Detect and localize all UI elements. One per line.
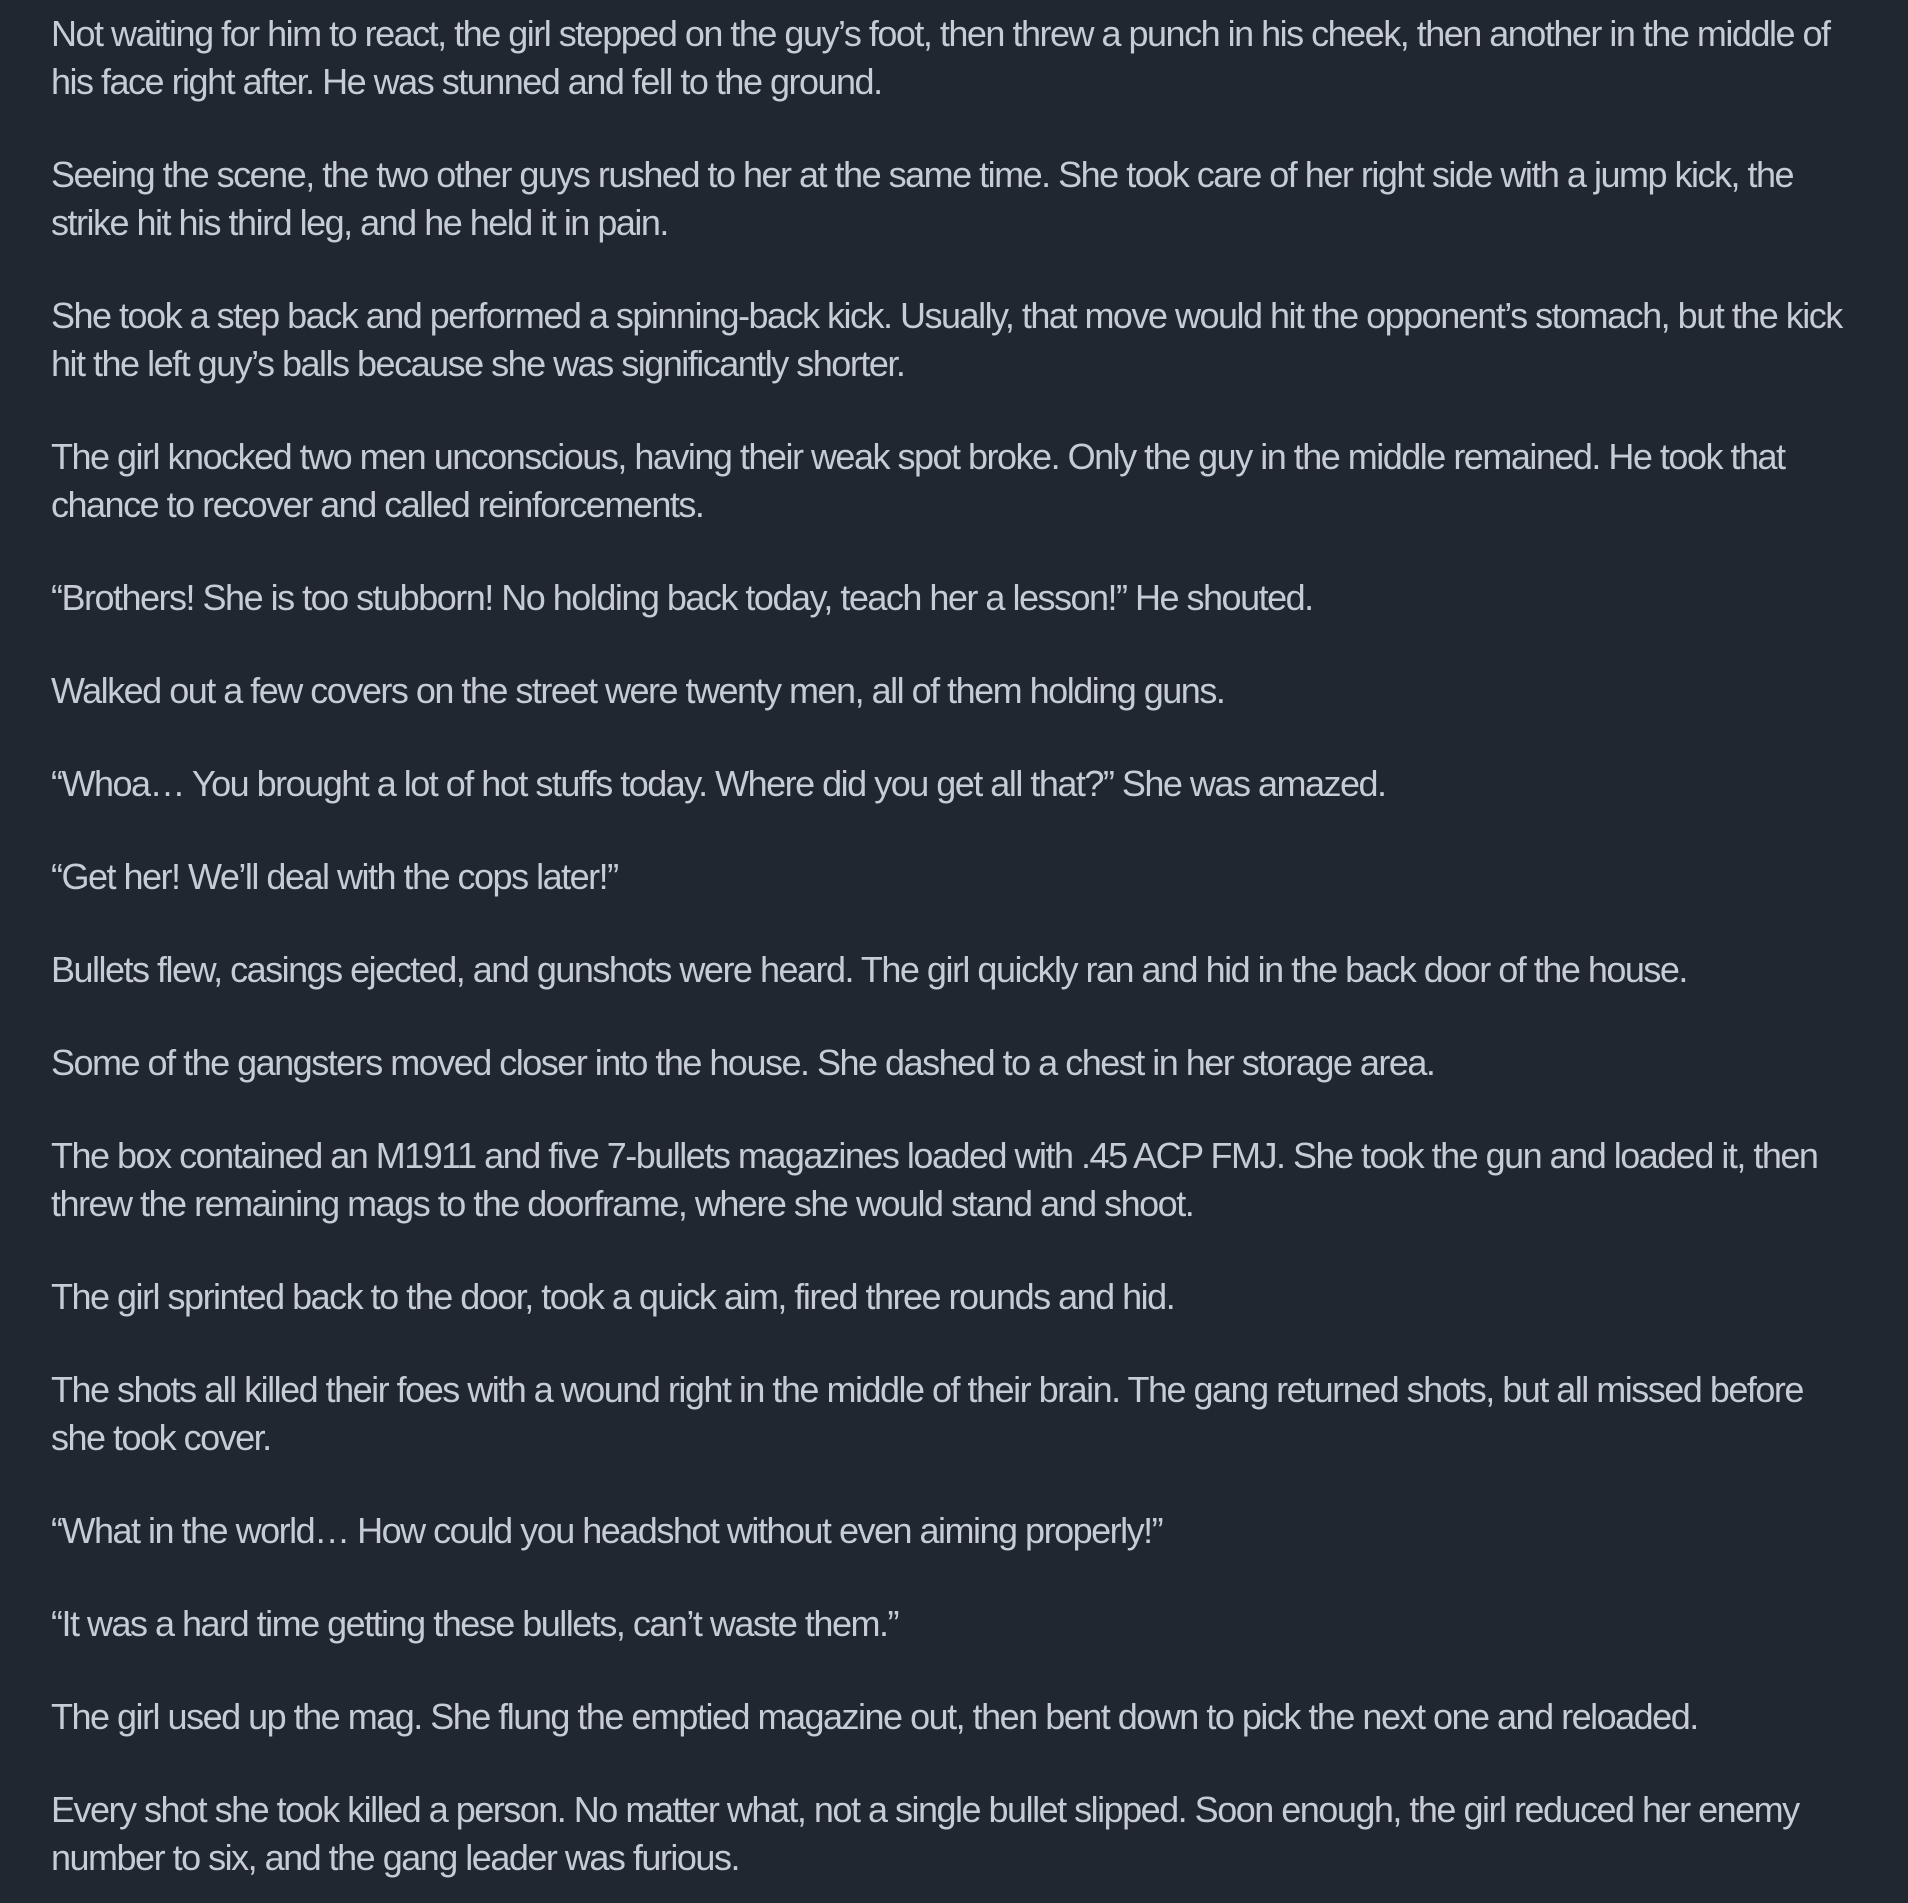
story-paragraph: The girl sprinted back to the door, took a quick aim, fired three rounds and hid. xyxy=(51,1276,1175,1317)
story-paragraph: The girl used up the mag. She flung the emptied magazine out, then bent down to pick the next one and reloaded. xyxy=(51,1696,1698,1737)
story-paragraph: Bullets flew, casings ejected, and gunshots were heard. The girl quickly ran and hid in the back door of the house. xyxy=(51,949,1687,990)
story-paragraph: Walked out a few covers on the street were twenty men, all of them holding guns. xyxy=(51,670,1225,711)
story-paragraph: She took a step back and performed a spinning-back kick. Usually, that move would hit the opponent’s stomach, but the kick hit the left guy’s balls because she was significantly shorter. xyxy=(51,295,1842,384)
story-paragraph: “Get her! We’ll deal with the cops later!” xyxy=(51,856,618,897)
story-paragraph: Some of the gangsters moved closer into the house. She dashed to a chest in her storage area. xyxy=(51,1042,1435,1083)
story-paragraph: Not waiting for him to react, the girl stepped on the guy’s foot, then threw a punch in his cheek, then another in the middle of his face right after. He was stunned and fell to the ground. xyxy=(51,13,1830,102)
story-paragraph: The shots all killed their foes with a wound right in the middle of their brain. The gang returned shots, but all missed before she took cover. xyxy=(51,1369,1803,1458)
story-paragraph: “Brothers! She is too stubborn! No holding back today, teach her a lesson!” He shouted. xyxy=(51,577,1313,618)
story-paragraph: “It was a hard time getting these bullets, can’t waste them.” xyxy=(51,1603,898,1644)
story-paragraph: Every shot she took killed a person. No matter what, not a single bullet slipped. Soon enough, the girl reduced her enemy number to six, and the gang leader was furious. xyxy=(51,1789,1799,1878)
story-paragraph: Seeing the scene, the two other guys rushed to her at the same time. She took care of her right side with a jump kick, the strike hit his third leg, and he held it in pain. xyxy=(51,154,1794,243)
story-paragraph: “What in the world… How could you headshot without even aiming properly!” xyxy=(51,1510,1163,1551)
story-paragraph: “Whoa… You brought a lot of hot stuffs today. Where did you get all that?” She was amazed. xyxy=(51,763,1386,804)
story-paragraph: The box contained an M1911 and five 7-bullets magazines loaded with .45 ACP FMJ. She took the gun and loaded it, then threw the remaining mags to the doorframe, where she would stand and shoot. xyxy=(51,1135,1818,1224)
story-paragraph: The girl knocked two men unconscious, having their weak spot broke. Only the guy in the middle remained. He took that chance to recover and called reinforcements. xyxy=(51,436,1785,525)
